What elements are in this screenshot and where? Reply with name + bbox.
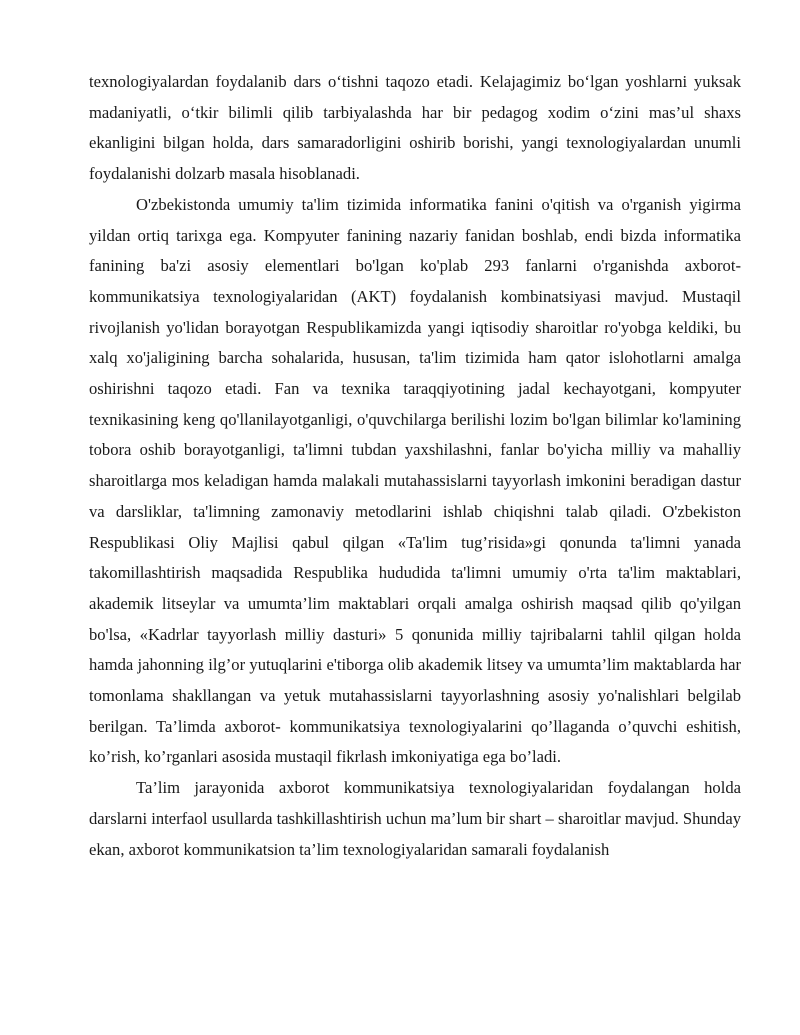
paragraph-continuation: texnologiyalardan foydalanib dars o‘tishni taqozo etadi. Kelajagimiz bo‘lgan yoshlarni yuksak madaniyatli, o‘tkir bilimli qilib tarbiyalashda har bir pedagog xodim o‘zini mas’ul shaxs ekanligini bilgan holda, dars samaradorligini oshirib borishi, yangi texnologiyalardan unumli foydalanishi dolzarb masala hisoblanadi. <box>89 72 741 184</box>
document-body <box>89 67 741 865</box>
paragraph-ict-conditions: Ta’lim jarayonida axborot kommunikatsiya texnologiyalaridan foydalangan holda darslarni interfaol usullarda tashkillashtirish uchun ma’lum bir shart – sharoitlar mavjud. Shunday ekan, axborot kommunikatsion ta’lim texnologiyalaridan samarali foydalanish <box>89 778 741 859</box>
paragraph-informatics-education: O'zbekistonda umumiy ta'lim tizimida informatika fanini o'qitish va o'rganish yigirma yildan ortiq tarixga ega. Kompyuter fanining nazariy fanidan boshlab, endi bizda informatika fanining ba'zi asosiy elementlari bo'lgan ko'plab 293 fanlarni o'rganishda axborot-kommunikatsiya texnologiyalaridan (AKT) foydalanish kombinatsiyasi mavjud. Mustaqil rivojlanish yo'lidan borayotgan Respublikamizda yangi iqtisodiy sharoitlar ro'yobga keldiki, bu xalq xo'jaligining barcha sohalarida, hususan, ta'lim tizimida ham qator islohotlarni amalga oshirishni taqozo etadi. Fan va texnika taraqqiyotining jadal kechayotgani, kompyuter texnikasining keng qo'llanilayotganligi, o'quvchilarga berilishi lozim bo'lgan bilimlar ko'lamining tobora oshib borayotganligi, ta'limni tubdan yaxshilashni, fanlar bo'yicha milliy va mahalliy sharoitlarga mos keladigan hamda malakali mutahassislarni tayyorlash imkonini beradigan dastur va darsliklar, ta'limning zamonaviy metodlarini ishlab chiqishni talab qiladi. O'zbekiston Respublikasi Oliy Majlisi qabul qilgan «Ta'lim tug’risida»gi qonunda ta'limni yanada takomillashtirish maqsadida Respublika hududida ta'limni umumiy o'rta ta'lim maktablari, akademik litseylar va umumta’lim maktablari orqali amalga oshirish maqsad qilib qo'yilgan bo'lsa, «Kadrlar tayyorlash milliy dasturi» 5 qonunida milliy tajribalarni tahlil qilgan holda hamda jahonning ilg’or yutuqlarini e'tiborga olib akademik litsey va umumta’lim maktablarda har tomonlama shakllangan va yetuk mutahassislarni tayyorlashning asosiy yo'nalishlari belgilab berilgan. Ta’limda axborot- kommunikatsiya texnologiyalarini qo’llaganda o’quvchi eshitish, ko’rish, ko’rganlari asosida mustaqil fikrlash imkoniyatiga ega bo’ladi. <box>89 194 741 767</box>
